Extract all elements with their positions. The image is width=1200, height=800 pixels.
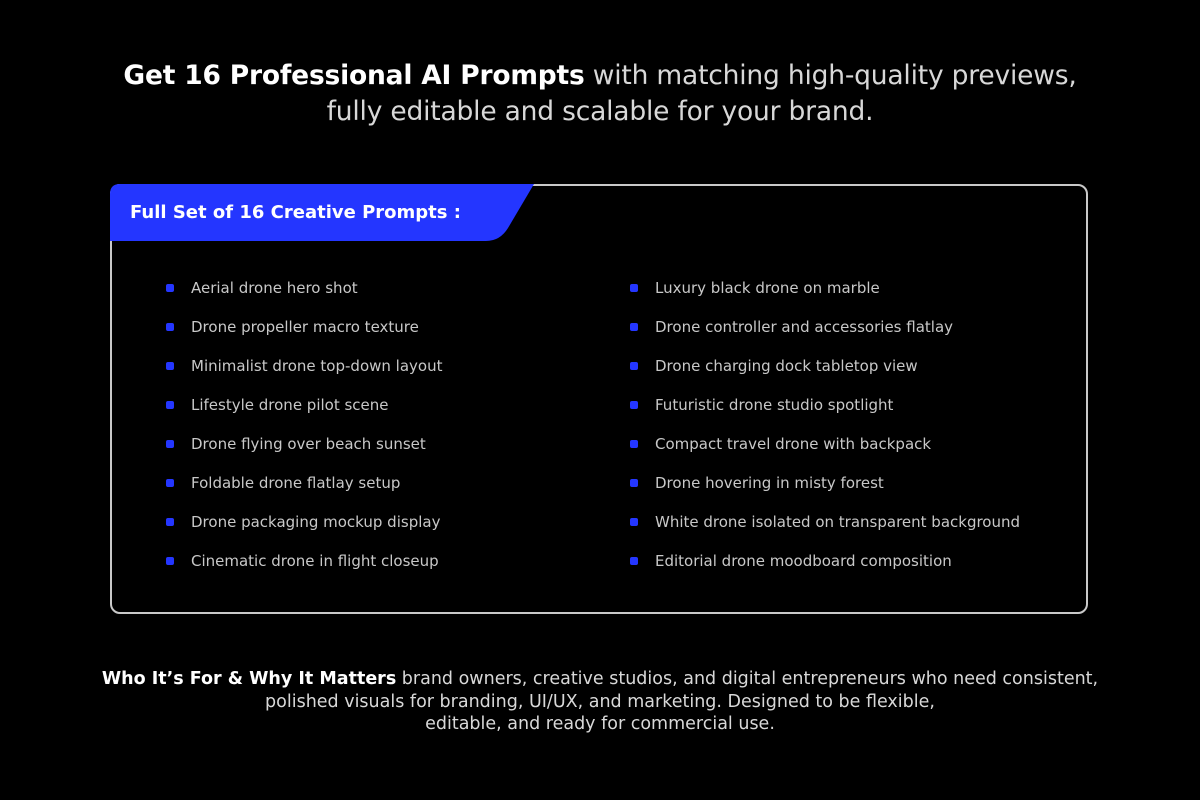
list-item [166, 395, 442, 434]
prompts-panel [110, 184, 1088, 614]
list-item-label: White drone isolated on transparent background [655, 513, 1021, 531]
list-item-label: Futuristic drone studio spotlight [655, 396, 894, 414]
square-bullet-icon [166, 479, 174, 487]
list-item [166, 473, 442, 512]
list-item-label: Cinematic drone in flight closeup [191, 552, 439, 570]
footer-description [0, 668, 1200, 736]
list-item [166, 512, 442, 551]
list-item-label: Luxury black drone on marble [655, 279, 880, 297]
list-item [630, 473, 1020, 512]
list-item-label: Foldable drone flatlay setup [191, 474, 401, 492]
prompt-list-right [630, 278, 1020, 590]
square-bullet-icon [166, 362, 174, 370]
list-item [630, 356, 1020, 395]
list-item-label: Drone controller and accessories flatlay [655, 318, 954, 336]
square-bullet-icon [166, 323, 174, 331]
headline-line-1 [0, 58, 1200, 94]
list-item [630, 512, 1020, 551]
square-bullet-icon [630, 284, 638, 292]
list-item-label: Drone propeller macro texture [191, 318, 419, 336]
square-bullet-icon [630, 401, 638, 409]
headline-line-2: fully editable and scalable for your brand. [326, 96, 874, 127]
square-bullet-icon [166, 401, 174, 409]
list-item [166, 278, 442, 317]
square-bullet-icon [630, 518, 638, 526]
prompt-list-left [166, 278, 442, 590]
list-item-label: Lifestyle drone pilot scene [191, 396, 389, 414]
square-bullet-icon [166, 518, 174, 526]
square-bullet-icon [630, 557, 638, 565]
headline-rest: with matching high-quality previews, [584, 60, 1077, 91]
list-item [166, 317, 442, 356]
list-item [630, 551, 1020, 590]
square-bullet-icon [630, 479, 638, 487]
list-item-label: Drone charging dock tabletop view [655, 357, 918, 375]
list-item [630, 317, 1020, 356]
list-item-label: Aerial drone hero shot [191, 279, 358, 297]
list-item [630, 434, 1020, 473]
list-item [166, 434, 442, 473]
square-bullet-icon [630, 440, 638, 448]
list-item-label: Editorial drone moodboard composition [655, 552, 952, 570]
list-item-label: Drone flying over beach sunset [191, 435, 426, 453]
list-item-label: Drone packaging mockup display [191, 513, 441, 531]
square-bullet-icon [630, 362, 638, 370]
panel-title-tab [110, 184, 536, 242]
list-item [166, 551, 442, 590]
list-item [630, 395, 1020, 434]
headline-bold: Get 16 Professional AI Prompts [123, 60, 585, 91]
footer-line-1 [0, 668, 1200, 691]
headline [0, 58, 1200, 130]
square-bullet-icon [166, 557, 174, 565]
list-item-label: Minimalist drone top-down layout [191, 357, 443, 375]
footer-rest: brand owners, creative studios, and digital entrepreneurs who need consistent, [396, 669, 1099, 689]
list-item [630, 278, 1020, 317]
square-bullet-icon [630, 323, 638, 331]
square-bullet-icon [166, 440, 174, 448]
square-bullet-icon [166, 284, 174, 292]
footer-line-2: polished visuals for branding, UI/UX, and marketing. Designed to be flexible, [265, 691, 935, 712]
panel-title: Full Set of 16 Creative Prompts : [130, 202, 461, 223]
footer-bold: Who It’s For & Why It Matters [101, 669, 397, 689]
footer-line-3: editable, and ready for commercial use. [425, 714, 775, 734]
list-item [166, 356, 442, 395]
list-item-label: Compact travel drone with backpack [655, 435, 932, 453]
list-item-label: Drone hovering in misty forest [655, 474, 884, 492]
